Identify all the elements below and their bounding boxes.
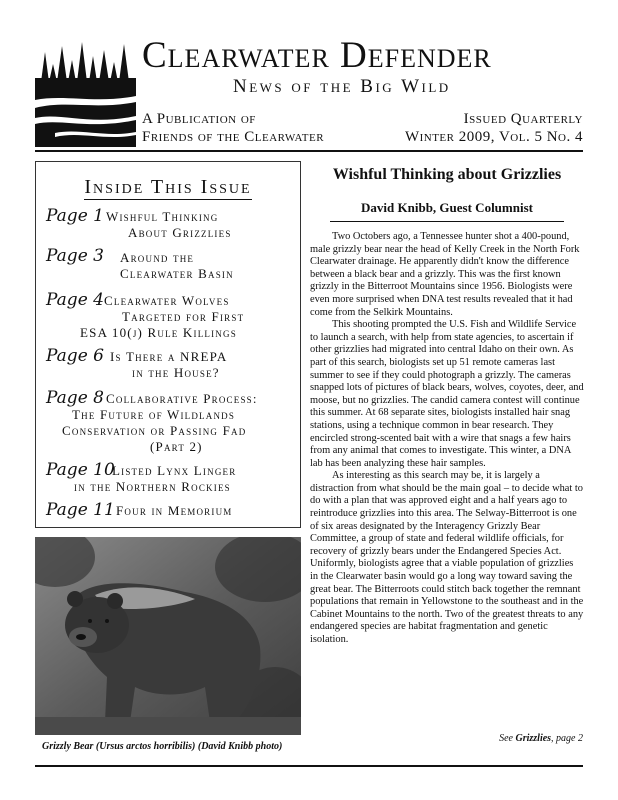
toc-title: in the Northern Rockies (74, 479, 231, 494)
masthead-divider (35, 150, 583, 152)
toc-title: Conservation or Passing Fad (62, 423, 247, 438)
toc-title: Four in Memorium (116, 503, 233, 518)
toc-page: Page 6 (46, 346, 104, 366)
byline-divider (330, 221, 564, 222)
toc-title: Clearwater Wolves (104, 293, 230, 308)
issue-frequency: Issued Quarterly (463, 111, 583, 127)
toc-page: Page 8 (46, 388, 104, 408)
article-title: Wishful Thinking about Grizzlies (332, 166, 562, 183)
forest-river-logo (35, 38, 136, 147)
toc-title: (Part 2) (150, 439, 203, 454)
publication-line-2: Friends of the Clearwater (142, 129, 325, 145)
footer-divider (35, 765, 583, 767)
toc-title: Clearwater Basin (120, 266, 234, 281)
toc-page: Page 4 (46, 290, 104, 310)
issue-info (405, 110, 583, 146)
toc-title: Collaborative Process: (106, 391, 258, 406)
article-paragraph: As interesting as this search may be, it is largely a distraction from what should be the main goal – to decide what to do with a plan that was approved eight and a half years ago to reintroduce grizzlies into this area. The Selway-Bitterroot is one of six areas designated by the Interagency Grizzly Bear Committee, a group of state and federal wildlife officials, for recovery of grizzly bears under the Endangered Species Act. Uniformly, biologists agree that a viable population of grizzlies in the Clearwater basin would go a long way toward saving the great bear. The Bitterroots could stitch back together the remnant populations that remain in Yellowstone to the southeast and in the Cabinet Mountains to the north. Two of the greatest threats to any endangered species are habitat fragmentation and genetic isolation. (310, 470, 584, 645)
toc-page: Page 11 (46, 500, 115, 520)
toc-title: Listed Lynx Linger (112, 463, 237, 478)
toc-page: Page 10 (46, 460, 115, 480)
toc-title: The Future of Wildlands (72, 407, 236, 422)
article-paragraph: Two Octobers ago, a Tennessee hunter shot a 400-pound, male grizzly bear near the head of Kelly Creek in the North Fork Clearwater drainage. He apparently didn't know the difference between a black bear and a grizzly. This was the first known grizzly in the Bitterroot Mountains since 1956. Biologists were even more surprised when DNA test results revealed that it had come from the Selkirk Mountains. (310, 231, 580, 318)
continued-link[interactable] (499, 733, 583, 744)
continued-topic: Grizzlies (515, 733, 552, 744)
issue-date: Winter 2009, Vol. 5 No. 4 (404, 129, 583, 145)
toc-title: in the House? (132, 365, 220, 380)
article-byline: David Knibb, Guest Columnist (361, 200, 533, 215)
toc-page: Page 1 (46, 206, 104, 226)
toc-page: Page 3 (46, 246, 104, 266)
article-paragraph: This shooting prompted the U.S. Fish and Wildlife Service to launch a search, with help from state agencies, to ascertain if other grizzlies had migrated into central Idaho on their own. As part of this search, biologists set up 51 remote cameras last summer to see if they could photograph a grizzly. The cameras snapped lots of pictures of black bears, wolves, coyotes, deer, and moose, but no grizzlies. The candid camera contest will continue this summer. At 68 separate sites, biologists installed hair snag stations, using a technique common in bear research. They encircled strong-scented bait with a wire that snags a few hairs from any animal that comes to investigate. This winter, a DNA lab has been analyzing these hair samples. (310, 319, 584, 469)
toc-title: Wishful Thinking (106, 209, 219, 224)
toc-title: Is There a NREPA (110, 349, 228, 364)
inside-heading-text: Inside This Issue (84, 176, 252, 198)
continued-prefix: See (499, 733, 516, 744)
photo-caption: Grizzly Bear (Ursus arctos horribilis) (David Knibb photo) (42, 741, 283, 752)
publication-line-1: A Publication of (142, 111, 256, 127)
inside-this-issue-box (35, 161, 301, 528)
masthead-subtitle: News of the Big Wild (233, 76, 451, 97)
toc-title: About Grizzlies (128, 225, 232, 240)
grizzly-bear-photo (35, 537, 301, 735)
continued-suffix: , page 2 (551, 733, 583, 744)
toc-title: Targeted for First (122, 309, 245, 324)
publication-note (142, 110, 324, 146)
masthead-title: Clearwater Defender (142, 35, 492, 76)
article-body (310, 231, 584, 647)
toc-title: Around the (120, 250, 195, 265)
inside-heading (36, 176, 300, 199)
toc-title: ESA 10(j) Rule Killings (80, 325, 237, 340)
